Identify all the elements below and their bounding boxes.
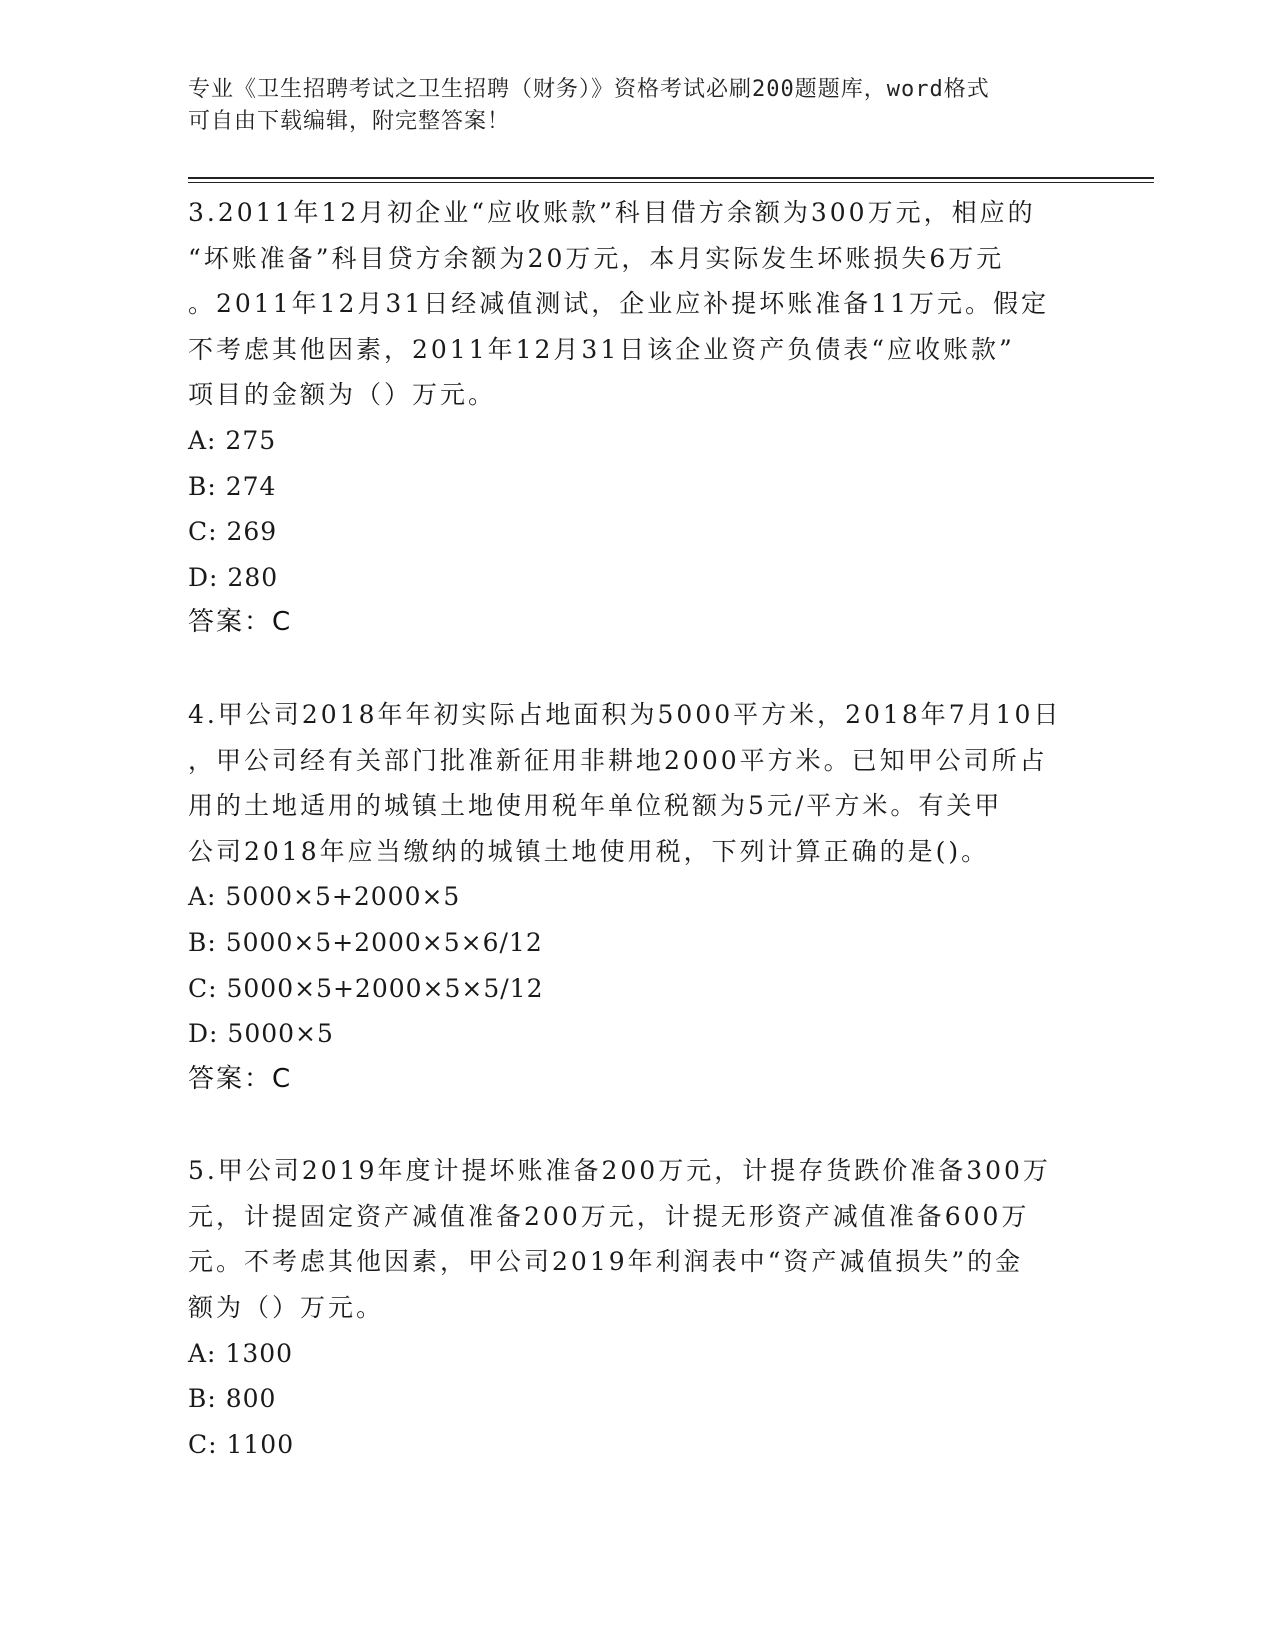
- option-b: B: 274: [188, 471, 277, 501]
- option-b: B: 5000×5+2000×5×6/12: [188, 927, 543, 957]
- question-stem-line: 公司2018年应当缴纳的城镇土地使用税，下列计算正确的是()。: [188, 836, 990, 866]
- option-d: D: 280: [188, 562, 279, 592]
- question-stem-line: 用的土地适用的城镇土地使用税年单位税额为5元/平方米。有关甲: [188, 791, 1003, 821]
- header-line-2: 可自由下载编辑，附完整答案！: [188, 109, 511, 134]
- question-3: [188, 190, 1088, 646]
- option-d: D: 5000×5: [188, 1019, 334, 1049]
- question-stem-line: 项目的金额为（）万元。: [188, 380, 497, 410]
- question-stem-line: 4.甲公司2018年年初实际占地面积为5000平方米，2018年7月10日: [188, 699, 1062, 729]
- question-stem-line: 3.2011年12月初企业“应收账款”科目借方余额为300万元，相应的: [188, 198, 1036, 227]
- answer-label: 答案：C: [188, 607, 293, 638]
- question-stem-line: 5.甲公司2019年度计提坏账准备200万元，计提存货跌价准备300万: [188, 1156, 1051, 1186]
- option-a: A: 5000×5+2000×5: [188, 882, 461, 912]
- question-stem-line: 。2011年12月31日经减值测试，企业应补提坏账准备11万元。假定: [188, 289, 1050, 319]
- question-stem-line: 元。不考虑其他因素，甲公司2019年利润表中“资产减值损失”的金: [188, 1247, 1024, 1277]
- document-header: [188, 74, 1068, 138]
- question-stem-line: 不考虑其他因素，2011年12月31日该企业资产负债表“应收账款”: [188, 334, 1015, 364]
- question-4: [188, 692, 1088, 1102]
- question-stem-line: “坏账准备”科目贷方余额为20万元，本月实际发生坏账损失6万元: [188, 243, 1005, 273]
- question-stem-line: 元，计提固定资产减值准备200万元，计提无形资产减值准备600万: [188, 1201, 1030, 1231]
- answer-label: 答案：C: [188, 1063, 293, 1094]
- header-rule-thin: [188, 182, 1154, 183]
- option-c: C: 5000×5+2000×5×5/12: [188, 973, 544, 1003]
- option-c: C: 269: [188, 517, 278, 547]
- option-a: A: 1300: [188, 1338, 294, 1368]
- question-list: [188, 190, 1088, 1513]
- header-rule-thick: [188, 177, 1154, 179]
- question-5: [188, 1148, 1088, 1467]
- header-line-1: 专业《卫生招聘考试之卫生招聘（财务）》资格考试必刷200题题库，word格式: [188, 77, 990, 102]
- option-b: B: 800: [188, 1384, 277, 1414]
- question-stem-line: 额为（）万元。: [188, 1293, 385, 1323]
- option-a: A: 275: [188, 425, 277, 455]
- option-c: C: 1100: [188, 1429, 295, 1459]
- question-stem-line: ，甲公司经有关部门批准新征用非耕地2000平方米。已知甲公司所占: [188, 745, 1048, 775]
